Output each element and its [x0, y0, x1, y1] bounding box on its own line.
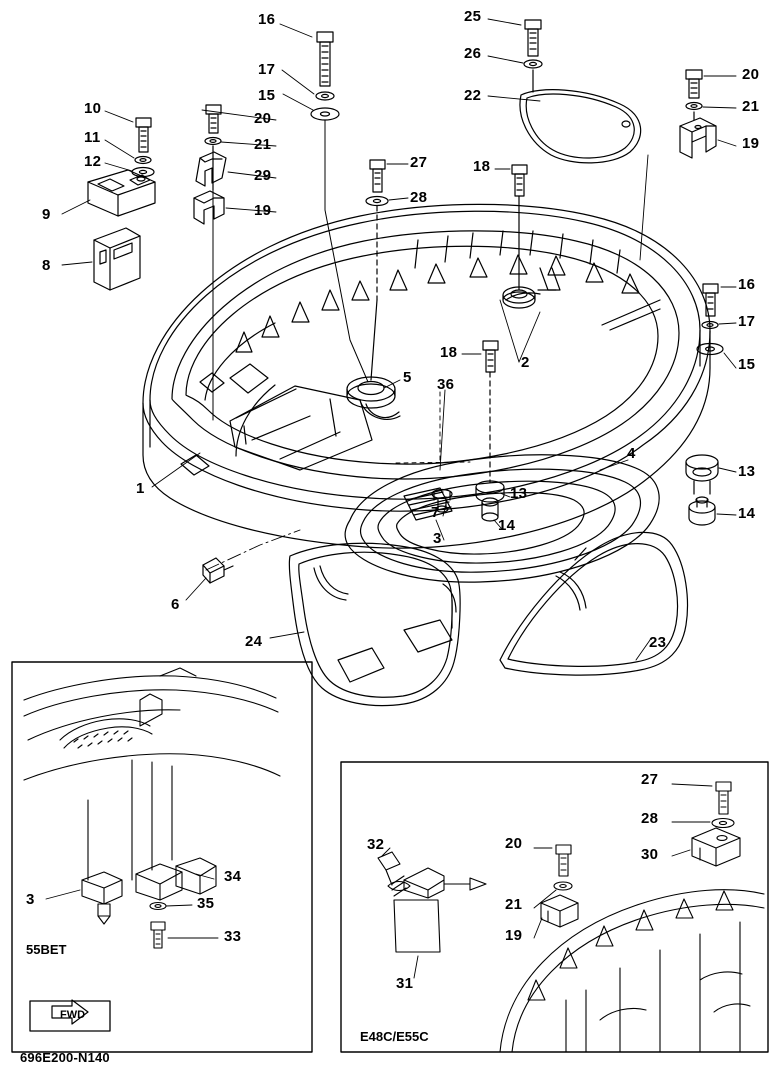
- callout-number: 34: [224, 868, 242, 885]
- callout-number: 11: [84, 129, 101, 146]
- callout-number: 20: [254, 110, 272, 127]
- callout-number: 1: [136, 480, 145, 497]
- callout-number: 13: [510, 485, 528, 502]
- fwd-arrow-label: FWD: [60, 1009, 86, 1021]
- callout-number: 32: [367, 836, 385, 853]
- callout-number: 19: [254, 202, 272, 219]
- callout-number: 28: [641, 810, 659, 827]
- callout-number: 20: [505, 835, 523, 852]
- callout-number: 7: [431, 504, 440, 521]
- callout-number: 20: [742, 66, 760, 83]
- callout-number: 8: [42, 257, 51, 274]
- panel-label-e48c-e55c: E48C/E55C: [360, 1029, 429, 1044]
- callout-number: 6: [171, 596, 180, 613]
- callout-number: 3: [433, 530, 442, 547]
- callout-number: 19: [742, 135, 760, 152]
- callout-number: 26: [464, 45, 482, 62]
- callout-number: 24: [245, 633, 263, 650]
- callout-number: 14: [738, 505, 756, 522]
- callout-number: 16: [258, 11, 276, 28]
- callout-number: 21: [254, 136, 272, 153]
- sheet-code: 696E200-N140: [20, 1050, 110, 1065]
- callout-number: 14: [498, 517, 516, 534]
- callout-number: 35: [197, 895, 215, 912]
- callout-number: 15: [738, 356, 756, 373]
- callout-number: 15: [258, 87, 276, 104]
- callout-number: 10: [84, 100, 102, 117]
- callout-number: 19: [505, 927, 523, 944]
- callout-number: 31: [396, 975, 414, 992]
- callout-number: 27: [641, 771, 659, 788]
- callout-number: 33: [224, 928, 242, 945]
- callout-number: 27: [410, 154, 428, 171]
- callout-number: 2: [521, 354, 530, 371]
- callout-number: 9: [42, 206, 51, 223]
- callout-number: 17: [738, 313, 756, 330]
- callout-number: 3: [26, 891, 35, 908]
- callout-number: 23: [649, 634, 667, 651]
- callout-number: 28: [410, 189, 428, 206]
- callout-number: 29: [254, 167, 272, 184]
- callout-number: 4: [627, 445, 636, 462]
- callout-number: 18: [440, 344, 458, 361]
- callout-number: 21: [505, 896, 523, 913]
- callout-number: 21: [742, 98, 760, 115]
- callout-number: 25: [464, 8, 482, 25]
- callout-number: 17: [258, 61, 276, 78]
- callout-number: 36: [437, 376, 455, 393]
- callout-number: 18: [473, 158, 491, 175]
- callout-number: 5: [403, 369, 412, 386]
- callout-number: 12: [84, 153, 102, 170]
- callout-number: 30: [641, 846, 659, 863]
- panel-label-55bet: 55BET: [26, 942, 67, 957]
- callout-number: 13: [738, 463, 756, 480]
- callout-number: 16: [738, 276, 756, 293]
- callout-number: 22: [464, 87, 482, 104]
